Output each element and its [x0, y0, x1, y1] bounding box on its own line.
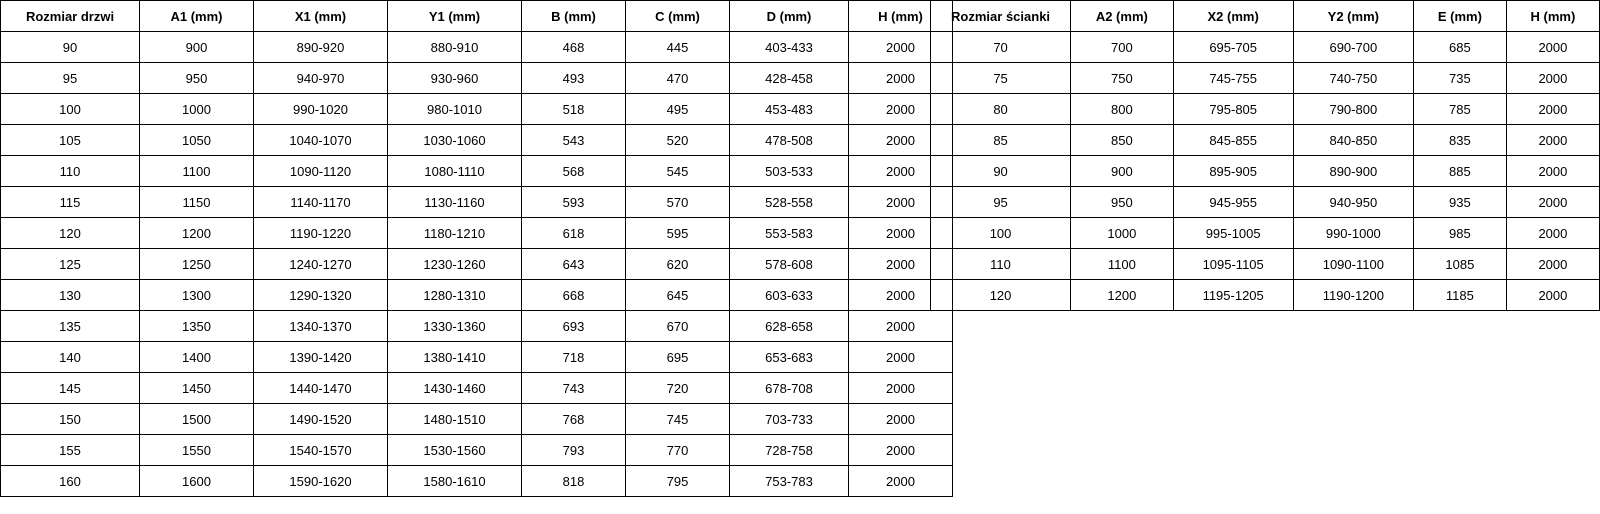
table-cell: 753-783 [730, 466, 849, 497]
table-cell: 1350 [140, 311, 254, 342]
table-cell: 1390-1420 [254, 342, 388, 373]
table-row [931, 218, 1600, 249]
table-cell: 1185 [1413, 280, 1506, 311]
table-cell: 620 [626, 249, 730, 280]
table-cell: 545 [626, 156, 730, 187]
table-cell: 553-583 [730, 218, 849, 249]
table-cell: 940-970 [254, 63, 388, 94]
table-row [1, 435, 953, 466]
table-cell: 1200 [1071, 280, 1174, 311]
table-cell: 1500 [140, 404, 254, 435]
doors-column-header: A1 (mm) [140, 1, 254, 32]
doors-column-header: Y1 (mm) [388, 1, 522, 32]
table-cell: 1000 [1071, 218, 1174, 249]
table-row [1, 218, 953, 249]
walls-table-header [931, 1, 1600, 32]
table-cell: 685 [1413, 32, 1506, 63]
table-cell: 140 [1, 342, 140, 373]
table-cell: 995-1005 [1173, 218, 1293, 249]
table-cell: 718 [522, 342, 626, 373]
table-cell: 568 [522, 156, 626, 187]
table-cell: 1380-1410 [388, 342, 522, 373]
table-cell: 1450 [140, 373, 254, 404]
table-cell: 495 [626, 94, 730, 125]
table-cell: 1240-1270 [254, 249, 388, 280]
table-cell: 743 [522, 373, 626, 404]
table-cell: 130 [1, 280, 140, 311]
table-cell: 1095-1105 [1173, 249, 1293, 280]
table-cell: 518 [522, 94, 626, 125]
table-cell: 2000 [1506, 187, 1599, 218]
table-cell: 1480-1510 [388, 404, 522, 435]
table-cell: 1250 [140, 249, 254, 280]
table-cell: 100 [931, 218, 1071, 249]
table-cell: 795-805 [1173, 94, 1293, 125]
table-cell: 890-920 [254, 32, 388, 63]
table-cell: 990-1020 [254, 94, 388, 125]
table-cell: 900 [140, 32, 254, 63]
table-cell: 2000 [849, 280, 953, 311]
table-cell: 1540-1570 [254, 435, 388, 466]
table-cell: 880-910 [388, 32, 522, 63]
doors-column-header: C (mm) [626, 1, 730, 32]
table-row [931, 63, 1600, 94]
table-cell: 470 [626, 63, 730, 94]
table-row [931, 187, 1600, 218]
table-cell: 543 [522, 125, 626, 156]
table-cell: 2000 [849, 404, 953, 435]
table-cell: 695-705 [1173, 32, 1293, 63]
table-cell: 1090-1120 [254, 156, 388, 187]
table-cell: 2000 [1506, 32, 1599, 63]
table-cell: 940-950 [1293, 187, 1413, 218]
table-cell: 1430-1460 [388, 373, 522, 404]
table-header-row [931, 1, 1600, 32]
table-cell: 885 [1413, 156, 1506, 187]
table-cell: 2000 [849, 466, 953, 497]
table-cell: 2000 [849, 156, 953, 187]
table-cell: 1600 [140, 466, 254, 497]
doors-table-body [1, 32, 953, 497]
table-cell: 670 [626, 311, 730, 342]
table-cell: 110 [931, 249, 1071, 280]
table-cell: 145 [1, 373, 140, 404]
table-row [1, 466, 953, 497]
table-cell: 155 [1, 435, 140, 466]
table-cell: 2000 [849, 32, 953, 63]
table-cell: 95 [1, 63, 140, 94]
table-cell: 85 [931, 125, 1071, 156]
table-cell: 1490-1520 [254, 404, 388, 435]
table-cell: 1100 [140, 156, 254, 187]
table-cell: 1085 [1413, 249, 1506, 280]
doors-column-header: Rozmiar drzwi [1, 1, 140, 32]
table-cell: 2000 [849, 311, 953, 342]
table-cell: 800 [1071, 94, 1174, 125]
doors-column-header: B (mm) [522, 1, 626, 32]
table-cell: 1000 [140, 94, 254, 125]
table-cell: 618 [522, 218, 626, 249]
table-cell: 2000 [1506, 94, 1599, 125]
table-cell: 1195-1205 [1173, 280, 1293, 311]
table-cell: 428-458 [730, 63, 849, 94]
table-cell: 740-750 [1293, 63, 1413, 94]
table-cell: 695 [626, 342, 730, 373]
table-cell: 653-683 [730, 342, 849, 373]
table-cell: 1440-1470 [254, 373, 388, 404]
table-cell: 75 [931, 63, 1071, 94]
table-cell: 70 [931, 32, 1071, 63]
table-cell: 90 [1, 32, 140, 63]
table-cell: 1230-1260 [388, 249, 522, 280]
table-cell: 1090-1100 [1293, 249, 1413, 280]
table-cell: 453-483 [730, 94, 849, 125]
doors-column-header: X1 (mm) [254, 1, 388, 32]
walls-column-header: X2 (mm) [1173, 1, 1293, 32]
table-cell: 160 [1, 466, 140, 497]
table-cell: 105 [1, 125, 140, 156]
table-row [1, 342, 953, 373]
table-cell: 1080-1110 [388, 156, 522, 187]
table-cell: 2000 [1506, 156, 1599, 187]
table-cell: 628-658 [730, 311, 849, 342]
table-cell: 1040-1070 [254, 125, 388, 156]
table-cell: 1190-1220 [254, 218, 388, 249]
table-cell: 1150 [140, 187, 254, 218]
table-cell: 445 [626, 32, 730, 63]
table-row [931, 94, 1600, 125]
table-cell: 678-708 [730, 373, 849, 404]
table-cell: 890-900 [1293, 156, 1413, 187]
table-cell: 1300 [140, 280, 254, 311]
table-cell: 930-960 [388, 63, 522, 94]
table-cell: 570 [626, 187, 730, 218]
table-cell: 2000 [1506, 63, 1599, 94]
table-row [931, 156, 1600, 187]
table-cell: 478-508 [730, 125, 849, 156]
table-row [1, 32, 953, 63]
table-cell: 2000 [1506, 125, 1599, 156]
table-cell: 1030-1060 [388, 125, 522, 156]
table-cell: 790-800 [1293, 94, 1413, 125]
table-cell: 1200 [140, 218, 254, 249]
walls-column-header: Y2 (mm) [1293, 1, 1413, 32]
table-cell: 593 [522, 187, 626, 218]
table-cell: 603-633 [730, 280, 849, 311]
table-row [1, 311, 953, 342]
table-cell: 150 [1, 404, 140, 435]
table-cell: 1280-1310 [388, 280, 522, 311]
table-cell: 95 [931, 187, 1071, 218]
table-row [1, 404, 953, 435]
table-cell: 735 [1413, 63, 1506, 94]
walls-column-header: Rozmiar ścianki [931, 1, 1071, 32]
table-cell: 818 [522, 466, 626, 497]
table-cell: 2000 [1506, 249, 1599, 280]
table-cell: 2000 [849, 187, 953, 218]
table-cell: 403-433 [730, 32, 849, 63]
table-cell: 750 [1071, 63, 1174, 94]
table-cell: 700 [1071, 32, 1174, 63]
table-cell: 835 [1413, 125, 1506, 156]
table-cell: 1400 [140, 342, 254, 373]
doors-table-header [1, 1, 953, 32]
walls-dimensions-table-container [930, 0, 1600, 311]
table-cell: 1180-1210 [388, 218, 522, 249]
table-row [1, 187, 953, 218]
table-cell: 1330-1360 [388, 311, 522, 342]
table-row [931, 125, 1600, 156]
table-cell: 703-733 [730, 404, 849, 435]
table-cell: 100 [1, 94, 140, 125]
table-cell: 1590-1620 [254, 466, 388, 497]
walls-column-header: A2 (mm) [1071, 1, 1174, 32]
table-cell: 595 [626, 218, 730, 249]
table-header-row [1, 1, 953, 32]
walls-dimensions-table [930, 0, 1600, 311]
table-row [1, 94, 953, 125]
table-cell: 935 [1413, 187, 1506, 218]
table-cell: 2000 [849, 435, 953, 466]
table-cell: 80 [931, 94, 1071, 125]
table-row [931, 32, 1600, 63]
table-cell: 2000 [849, 94, 953, 125]
table-cell: 1050 [140, 125, 254, 156]
table-cell: 693 [522, 311, 626, 342]
table-cell: 668 [522, 280, 626, 311]
table-cell: 850 [1071, 125, 1174, 156]
table-cell: 135 [1, 311, 140, 342]
table-cell: 125 [1, 249, 140, 280]
table-cell: 793 [522, 435, 626, 466]
table-cell: 980-1010 [388, 94, 522, 125]
table-row [1, 373, 953, 404]
table-cell: 110 [1, 156, 140, 187]
table-cell: 2000 [849, 373, 953, 404]
walls-column-header: H (mm) [1506, 1, 1599, 32]
table-cell: 845-855 [1173, 125, 1293, 156]
table-cell: 2000 [849, 218, 953, 249]
table-cell: 950 [140, 63, 254, 94]
table-cell: 643 [522, 249, 626, 280]
doors-column-header: D (mm) [730, 1, 849, 32]
table-cell: 468 [522, 32, 626, 63]
table-cell: 745 [626, 404, 730, 435]
table-cell: 578-608 [730, 249, 849, 280]
table-cell: 768 [522, 404, 626, 435]
table-cell: 2000 [1506, 280, 1599, 311]
table-row [931, 249, 1600, 280]
table-cell: 690-700 [1293, 32, 1413, 63]
table-cell: 950 [1071, 187, 1174, 218]
table-cell: 745-755 [1173, 63, 1293, 94]
table-cell: 785 [1413, 94, 1506, 125]
table-cell: 2000 [849, 125, 953, 156]
table-cell: 990-1000 [1293, 218, 1413, 249]
table-row [1, 63, 953, 94]
table-cell: 795 [626, 466, 730, 497]
table-row [931, 280, 1600, 311]
table-row [1, 156, 953, 187]
table-row [1, 125, 953, 156]
doors-column-header: H (mm) [849, 1, 953, 32]
table-cell: 120 [931, 280, 1071, 311]
table-cell: 900 [1071, 156, 1174, 187]
table-cell: 520 [626, 125, 730, 156]
table-cell: 1100 [1071, 249, 1174, 280]
table-cell: 1550 [140, 435, 254, 466]
walls-column-header: E (mm) [1413, 1, 1506, 32]
table-row [1, 249, 953, 280]
table-cell: 720 [626, 373, 730, 404]
table-cell: 90 [931, 156, 1071, 187]
table-cell: 770 [626, 435, 730, 466]
table-cell: 2000 [1506, 218, 1599, 249]
table-cell: 1290-1320 [254, 280, 388, 311]
table-cell: 1130-1160 [388, 187, 522, 218]
table-cell: 2000 [849, 249, 953, 280]
table-cell: 728-758 [730, 435, 849, 466]
table-cell: 503-533 [730, 156, 849, 187]
table-cell: 1190-1200 [1293, 280, 1413, 311]
table-cell: 1580-1610 [388, 466, 522, 497]
table-cell: 493 [522, 63, 626, 94]
table-cell: 945-955 [1173, 187, 1293, 218]
table-cell: 528-558 [730, 187, 849, 218]
table-cell: 120 [1, 218, 140, 249]
table-cell: 1340-1370 [254, 311, 388, 342]
table-row [1, 280, 953, 311]
table-cell: 1140-1170 [254, 187, 388, 218]
table-cell: 895-905 [1173, 156, 1293, 187]
walls-table-body [931, 32, 1600, 311]
table-cell: 985 [1413, 218, 1506, 249]
table-cell: 2000 [849, 63, 953, 94]
table-cell: 645 [626, 280, 730, 311]
table-cell: 2000 [849, 342, 953, 373]
table-cell: 840-850 [1293, 125, 1413, 156]
table-cell: 115 [1, 187, 140, 218]
table-cell: 1530-1560 [388, 435, 522, 466]
